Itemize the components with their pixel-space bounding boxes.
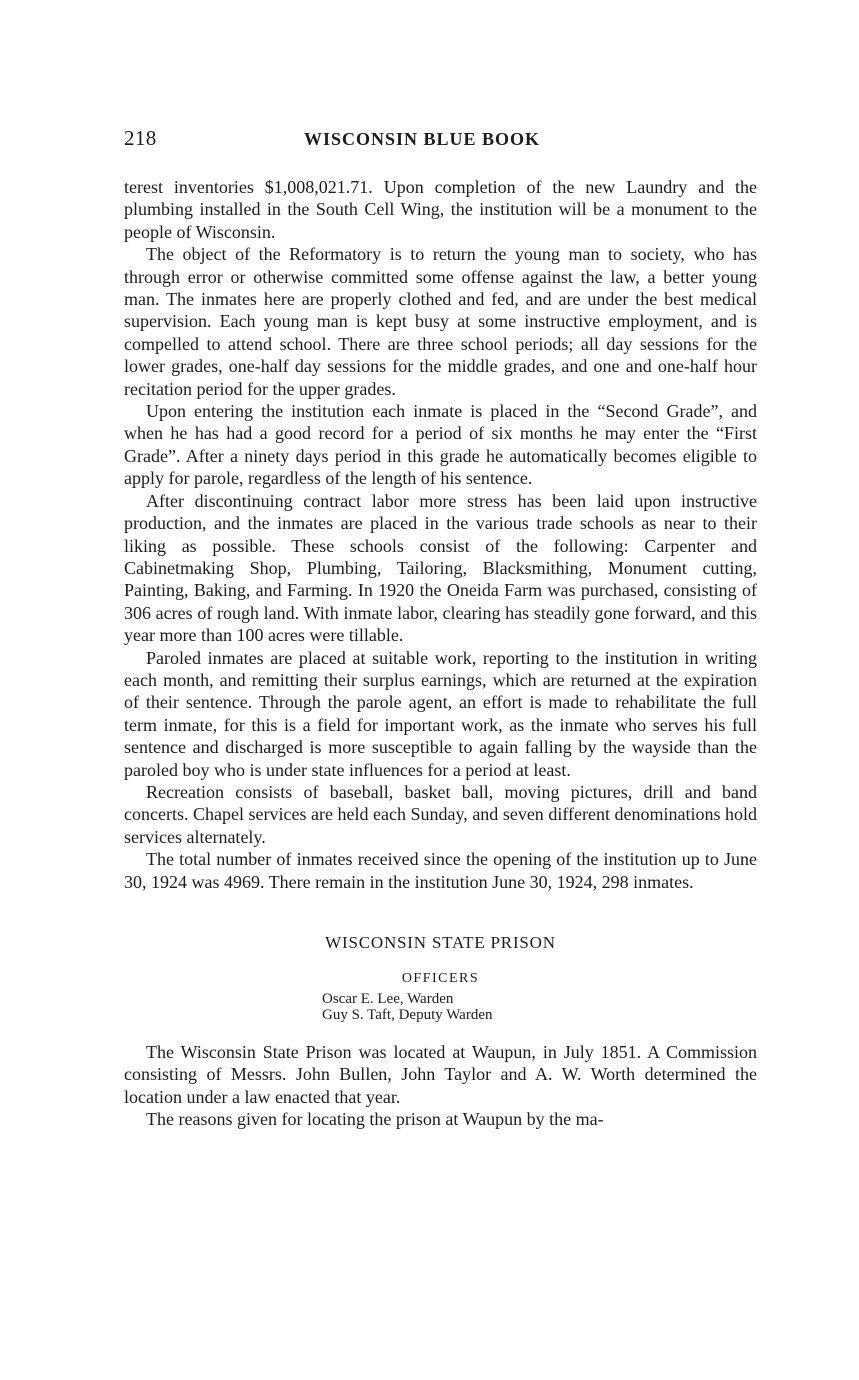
book-page xyxy=(124,126,757,1131)
paragraph-recreation: Recreation consists of baseball, basket ball, moving pictures, drill and band concerts. Chapel services are held each Sunday, and seven different denominations hold services alternately. xyxy=(124,781,757,847)
paragraph-trade-schools: After discontinuing contract labor more stress has been laid upon instructive production, and the inmates are placed in the various trade schools as near to their liking as possible. These schools consist of the following: Carpenter and Cabinetmaking Shop, Plumbing, Tailoring, Blacksmithing, Monument cutting, Painting, Baking, and Farming. In 1920 the Oneida Farm was purchased, consisting of 306 acres of rough land. With inmate labor, clearing has steadily gone forward, and this year more than 100 acres were tillable. xyxy=(124,490,757,646)
paragraph-prison-location: The Wisconsin State Prison was located at Waupun, in July 1851. A Commission consisting of Messrs. John Bullen, John Taylor and A. W. Worth determined the location under a law enacted that year. xyxy=(124,1042,757,1107)
paragraph-inmate-totals: The total number of inmates received since the opening of the institution up to June 30, 1924 was 4969. There remain in the institution June 30, 1924, 298 inmates. xyxy=(124,849,757,892)
page-number: 218 xyxy=(124,126,157,150)
paragraph-inventories: terest inventories $1,008,021.71. Upon completion of the new Laundry and the plumbing installed in the South Cell Wing, the institution will be a monument to the people of Wisconsin. xyxy=(124,177,757,242)
prison-text xyxy=(124,1041,757,1131)
officers-heading: OFFICERS xyxy=(401,971,480,986)
officers-list xyxy=(322,991,757,1023)
section-spacer xyxy=(124,893,757,933)
paragraph-grades: Upon entering the institution each inmate is placed in the “Second Grade”, and when he has had a good record for a period of six months he may enter the “First Grade”. After a ninety days period in this grade he automatically becomes eligible to apply for parole, regardless of the length of his sentence. xyxy=(124,401,757,489)
running-head: WISCONSIN BLUE BOOK xyxy=(304,129,541,149)
section-title-state-prison: WISCONSIN STATE PRISON xyxy=(325,933,556,952)
officer-warden: Oscar E. Lee, Warden xyxy=(322,991,454,1007)
reformatory-text xyxy=(124,176,757,893)
officer-deputy-warden: Guy S. Taft, Deputy Warden xyxy=(322,1007,493,1023)
paragraph-parole: Paroled inmates are placed at suitable work, reporting to the institution in writing each month, and remitting their surplus earnings, which are returned at the expiration of their sentence. Through the parole agent, an effort is made to rehabilitate the full term inmate, for this is a field for important work, as the inmate who serves his full sentence and discharged is more susceptible to again falling by the wayside than the paroled boy who is under state influences for a period at least. xyxy=(124,647,757,780)
paragraph-reformatory-object: The object of the Reformatory is to return the young man to society, who has through error or otherwise committed some offense against the law, a better young man. The inmates here are properly clothed and fed, and are under the best medical supervision. Each young man is kept busy at some instructive employment, and is compelled to attend school. There are three school periods; all day sessions for the lower grades, one-half day sessions for the middle grades, and one and one-half hour recitation period for the upper grades. xyxy=(124,244,757,399)
paragraph-prison-reasons: The reasons given for locating the prison at Waupun by the ma- xyxy=(146,1109,604,1130)
page-header xyxy=(124,126,757,156)
